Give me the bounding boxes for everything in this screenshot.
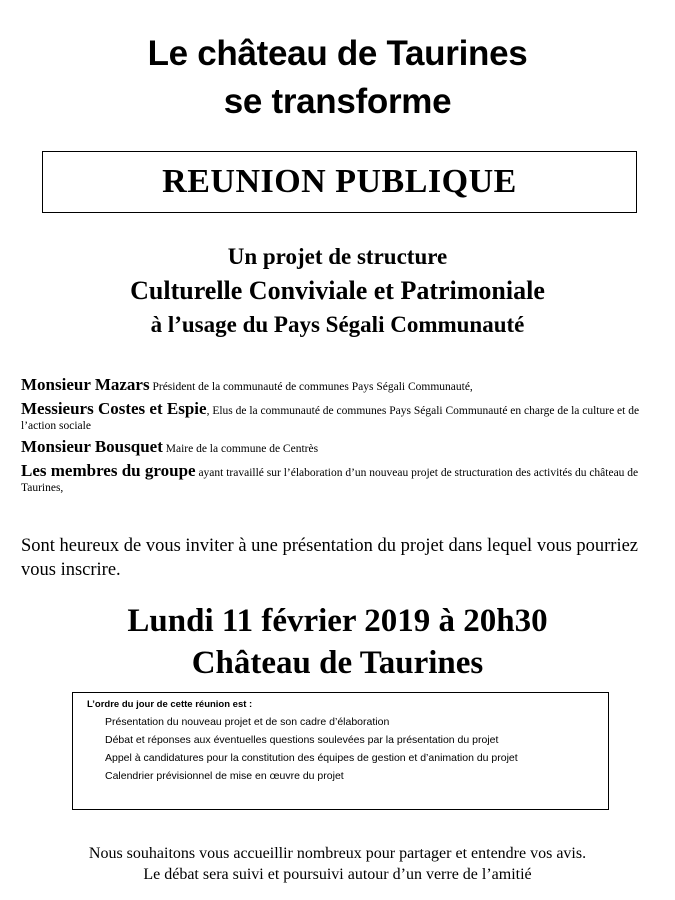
title-line-2: se transforme — [223, 82, 452, 121]
agenda-intro: L’ordre du jour de cette réunion est : — [87, 699, 253, 710]
project-line-3: à l’usage du Pays Ségali Communauté — [150, 312, 525, 337]
event-place: Château de Taurines — [191, 645, 484, 681]
host-role: Maire de la commune de Centrès — [162, 443, 319, 455]
project-line-2: Culturelle Conviviale et Patrimoniale — [130, 276, 545, 305]
closing-line-2: Le débat sera suivi et poursuivi autour d’un verre de l’amitié — [143, 866, 532, 883]
event-date: Lundi 11 février 2019 à 20h30 — [127, 603, 548, 639]
project-description — [0, 241, 675, 341]
hosts-list — [21, 375, 666, 499]
host-role: , Elus de la communauté de communes Pays Ségali Communauté en charge de la culture et de l’action sociale — [21, 405, 640, 432]
meeting-banner — [42, 151, 637, 213]
title-line-1: Le château de Taurines — [147, 34, 528, 73]
host-name: Monsieur Mazars — [21, 375, 150, 394]
invitation-text: Sont heureux de vous inviter à une présentation du projet dans lequel vous pourriez vous inscrire. — [21, 536, 639, 580]
agenda-box — [72, 692, 609, 810]
host-item — [21, 437, 666, 457]
host-item — [21, 461, 666, 495]
document-title — [0, 30, 675, 126]
host-item — [21, 375, 666, 395]
event-details — [0, 600, 675, 684]
host-role: Président de la communauté de communes Pays Ségali Communauté, — [149, 381, 473, 393]
host-role: ayant travaillé sur l’élaboration d’un nouveau projet de structuration des activités du château de Taurines, — [21, 467, 639, 494]
agenda-item: Présentation du nouveau projet et de son cadre d’élaboration — [105, 716, 390, 728]
host-item — [21, 399, 666, 433]
host-name: Messieurs Costes et Espie — [21, 399, 207, 418]
closing-message — [0, 843, 675, 885]
project-line-1: Un projet de structure — [227, 244, 448, 269]
agenda-item: Appel à candidatures pour la constitution des équipes de gestion et d’animation du projet — [105, 752, 518, 764]
agenda-item: Calendrier prévisionnel de mise en œuvre du projet — [105, 770, 344, 782]
agenda-list — [87, 713, 598, 785]
host-name: Monsieur Bousquet — [21, 437, 163, 456]
agenda-item: Débat et réponses aux éventuelles questions soulevées par la présentation du projet — [105, 734, 499, 746]
closing-line-1: Nous souhaitons vous accueillir nombreux pour partager et entendre vos avis. — [88, 845, 587, 862]
host-name: Les membres du groupe — [21, 461, 196, 480]
banner-label: REUNION PUBLIQUE — [162, 163, 517, 200]
